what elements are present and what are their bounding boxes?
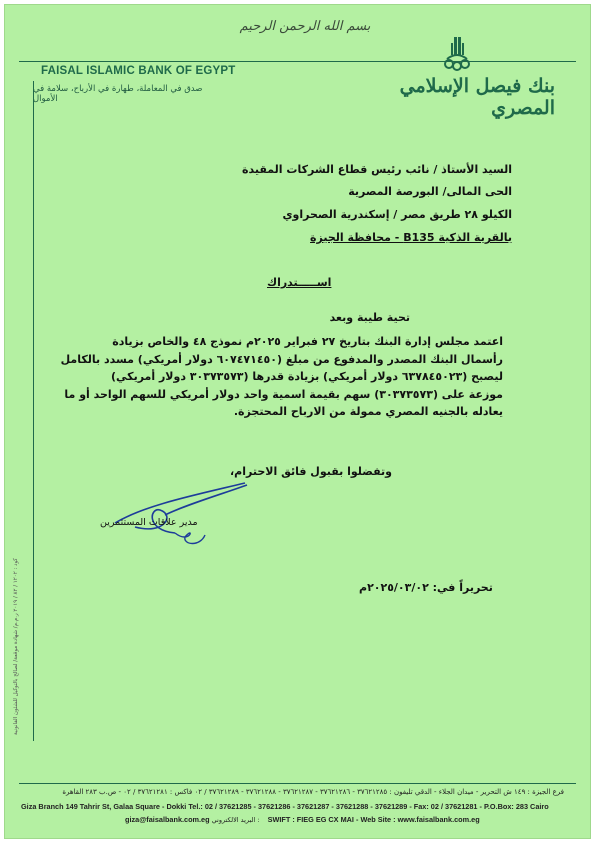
greeting: تحية طيبة وبعد bbox=[329, 311, 410, 324]
bank-name-en: FAISAL ISLAMIC BANK OF EGYPT bbox=[41, 65, 236, 77]
footer-contact bbox=[125, 815, 480, 824]
handwritten-signature bbox=[105, 475, 255, 555]
issue-date: تحريراً في: ٢٠٢٥/٠٣/٠٢م bbox=[359, 581, 493, 594]
subject-heading: اســـــتدراك bbox=[267, 276, 332, 289]
footer-address-en: Giza Branch 149 Tahrir St, Galaa Square - Dokki Tel.: 02 / 37621285 - 37621286 - 37621287 - 37621288 - 37621289 - Fax: 02 / 37621281 - P.O.Box: 283 Cairo bbox=[21, 802, 549, 811]
addressee-line-2: الحى المالى/ البورصة المصرية bbox=[348, 185, 512, 198]
footer-email-label: البريد الالكتروني : bbox=[211, 816, 260, 824]
body-paragraph bbox=[60, 333, 503, 421]
body-line-1: اعتمد مجلس إدارة البنك بتاريخ ٢٧ فبراير ٢٠٢٥م نموذج ٤٨ والخاص بزيادة bbox=[112, 335, 503, 348]
addressee-line-3: الكيلو ٢٨ طريق مصر / إسكندرية الصحراوي bbox=[282, 208, 512, 221]
footer-address-ar: فرع الجيزة : ١٤٩ ش التحرير - ميدان الجلاء - الدقي تليفون : ٣٧٦٢١٢٨٥ - ٣٧٦٢١٢٨٦ - ٣٧٦٢١٢٨٧ - ٣٧٦٢١٢٨٨ - ٣٧٦٢١٢٨٩ / ٠٢ فاكس : ٣٧٦٢١٢٨١ / ٠٢ - ص.ب ٢٨٣ القاهرة bbox=[62, 788, 564, 796]
bank-emblem-icon bbox=[437, 33, 477, 73]
body-line-2: رأسمال البنك المصدر والمدفوع من مبلغ (٦٠٧٤٧١٤٥٠ دولار أمريكي) مسدد بالكامل bbox=[60, 352, 503, 366]
bank-name-ar: بنك فيصل الإسلامي المصري bbox=[399, 75, 555, 119]
footer-email: giza@faisalbank.com.eg bbox=[125, 815, 210, 824]
addressee-line-4: بالقرية الذكية B135 - محافظة الجيزة bbox=[310, 231, 512, 244]
body-line-5: يعادله بالجنيه المصري ممولة من الارباح المحتجزة. bbox=[233, 405, 503, 418]
footer-divider bbox=[19, 783, 576, 784]
body-line-4: موزعة على (٣٠٣٧٣٥٧٣) سهم بقيمة اسمية واحد دولار أمريكي للسهم الواحد أو ما bbox=[64, 387, 503, 401]
side-note bbox=[13, 558, 25, 735]
margin-line bbox=[33, 81, 34, 741]
addressee-line-1: السيد الأستاذ / نائب رئيس قطاع الشركات المقيدة bbox=[242, 163, 512, 176]
bank-slogan: صدق في المعاملة، طهارة في الأرباح، سلامة في الأموال bbox=[33, 84, 203, 104]
side-note-text: كود : ١٢٠٢ / ٨٢ / ٢٠١٩ ر.م.م/ شهادة موقعة/ لصالح بالتوكيل للشئون القانونية bbox=[13, 558, 19, 735]
basmala: بسم الله الرحمن الرحيم bbox=[239, 19, 371, 34]
closing-line: وتفضلوا بقبول فائق الاحترام، bbox=[230, 465, 392, 478]
header-divider bbox=[19, 61, 576, 62]
letter-page bbox=[4, 4, 591, 839]
footer-swift-web: SWIFT : FIEG EG CX MAI - Web Site : www.faisalbank.com.eg bbox=[267, 815, 480, 824]
signatory-title: مدير علاقات المستثمرين bbox=[100, 517, 198, 528]
body-line-3: ليصبح (٦٣٧٨٤٥٠٢٣ دولار أمريكي) بزيادة قدرها (٣٠٣٧٣٥٧٣ دولار أمريكي) bbox=[111, 370, 503, 383]
